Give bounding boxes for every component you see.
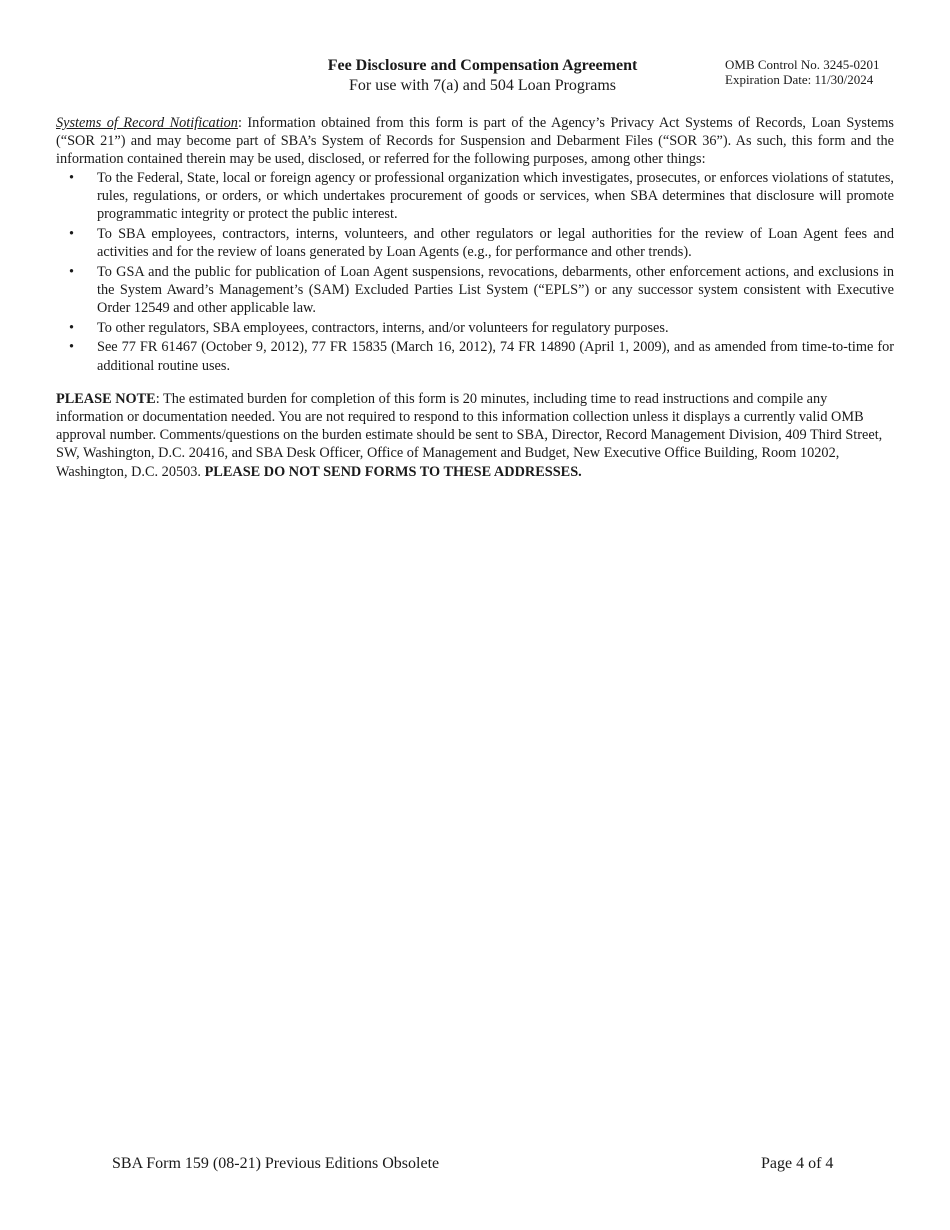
systems-of-record-text: : Information obtained from this form is part of the Agency’s Privacy Act Systems of Records, Loan Systems (“SOR 21”) and may become part of SBA’s System of Records for Suspension and Debarment Files (“SOR 36”). As such, this form and the information contained therein may be used, disclosed, or referred for the following purposes, among other things: bbox=[56, 115, 894, 168]
list-item-text: To the Federal, State, local or foreign agency or professional organization which investigates, prosecutes, or enforces violations of statutes, rules, regulations, or orders, or which undertakes procurement of goods or services, when SBA determines that disclosure will promote programmatic integrity or protect the public interest. bbox=[97, 169, 894, 223]
bullet-icon: • bbox=[69, 263, 75, 280]
document-body bbox=[56, 114, 894, 481]
form-title-block bbox=[290, 56, 675, 96]
list-item bbox=[56, 225, 894, 261]
list-item-text: To SBA employees, contractors, interns, volunteers, and other regulators or legal authorities for the review of Loan Agent fees and activities and for the review of loans generated by Loan Agents (e.g., for performance and other trends). bbox=[97, 225, 894, 260]
bullet-icon: • bbox=[69, 339, 75, 356]
list-item-text: See 77 FR 61467 (October 9, 2012), 77 FR 15835 (March 16, 2012), 74 FR 14890 (April 1, 2009), and as amended from time-to-time for additional routine uses. bbox=[97, 339, 894, 374]
list-item-text: To GSA and the public for publication of Loan Agent suspensions, revocations, debarments, other enforcement actions, and exclusions in the System Award’s Management’s (SAM) Excluded Parties List System (“EPLS”) or any successor system consistent with Executive Order 12549 and other applicable law. bbox=[97, 263, 894, 317]
routine-uses-list bbox=[56, 169, 894, 375]
list-item-text: To other regulators, SBA employees, contractors, interns, and/or volunteers for regulatory purposes. bbox=[97, 319, 669, 336]
bullet-icon: • bbox=[69, 225, 75, 242]
list-item bbox=[56, 169, 894, 224]
expiration-date: Expiration Date: 11/30/2024 bbox=[725, 72, 874, 87]
please-note-emphasis: PLEASE DO NOT SEND FORMS TO THESE ADDRESSES. bbox=[204, 463, 582, 480]
form-subtitle: For use with 7(a) and 504 Loan Programs bbox=[348, 77, 617, 94]
systems-of-record-paragraph bbox=[56, 114, 894, 169]
please-note-text: : The estimated burden for completion of this form is 20 minutes, including time to read instructions and compile any information or documentation needed. You are not required to respond to this information collection unless it displays a currently valid OMB approval number. Comments/questions on the burden estimate should be sent to SBA, Director, Record Management Division, 409 Third Street, SW, Washington, D.C. 20416, and SBA Desk Officer, Office of Management and Budget, New Executive Office Building, Room 10202, Washington, D.C. 20503. bbox=[56, 390, 883, 480]
list-item bbox=[56, 319, 894, 337]
omb-info bbox=[725, 57, 880, 87]
form-title: Fee Disclosure and Compensation Agreement bbox=[327, 57, 638, 74]
bullet-icon: • bbox=[69, 319, 75, 336]
bullet-icon: • bbox=[69, 169, 75, 186]
list-item bbox=[56, 338, 894, 374]
systems-of-record-heading: Systems of Record Notification bbox=[56, 115, 238, 131]
footer-form-id: SBA Form 159 (08-21) Previous Editions Obsolete bbox=[112, 1155, 440, 1172]
please-note-label: PLEASE NOTE bbox=[56, 390, 156, 407]
footer-page-number: Page 4 of 4 bbox=[761, 1155, 834, 1172]
omb-control-number: OMB Control No. 3245-0201 bbox=[725, 57, 880, 72]
list-item bbox=[56, 263, 894, 318]
please-note-paragraph bbox=[56, 390, 894, 481]
